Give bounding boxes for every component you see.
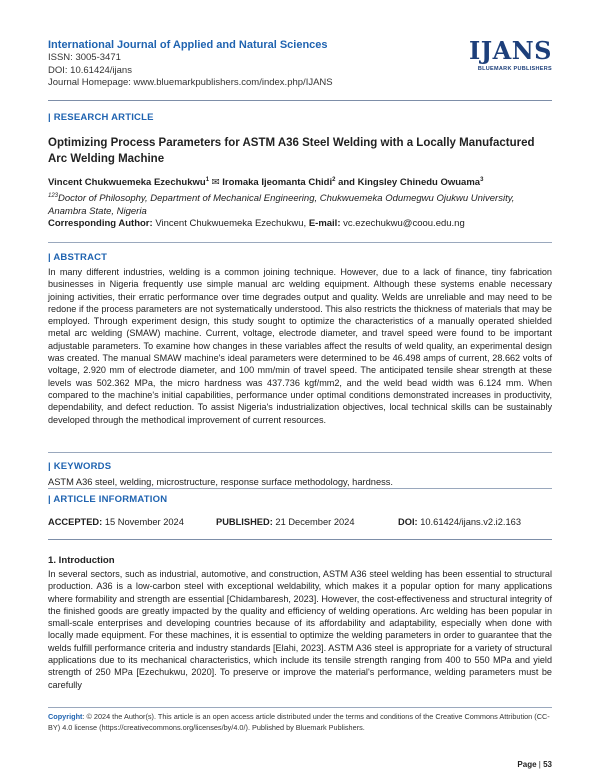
published-value: 21 December 2024 <box>275 517 355 527</box>
author-sup: 2 <box>332 177 336 183</box>
copyright-label: Copyright <box>48 712 83 721</box>
author-name: Iromaka Ijeomanta Chidi <box>222 177 333 189</box>
copyright-notice <box>48 712 552 733</box>
journal-logo <box>462 38 552 72</box>
page-value: 53 <box>543 760 552 769</box>
journal-name[interactable]: International Journal of Applied and Natural Sciences <box>48 39 328 51</box>
accepted-value: 15 November 2024 <box>104 517 184 527</box>
page-sep: | <box>538 760 541 769</box>
abstract-heading: | ABSTRACT <box>48 252 108 263</box>
corresponding-author <box>48 218 552 231</box>
accepted-date <box>48 516 184 529</box>
journal-homepage[interactable]: Journal Homepage: www.bluemarkpublishers.com/index.php/IJANS <box>48 77 333 88</box>
abstract-text: In many different industries, welding is a common joining technique. However, due to a lack of finance, tiny fabrication businesses in Nigeria frequently use simple manual arc welding equipment. Although these systems enable necessary joining activities, their erratic performance over time degrades output and quality. Welds are unreliable and may need to be redone if the process parameters are not systematically understood. This also restricts the thickness of materials that may be employed. Through experiment design, this study sought to optimize the characteristics of a manually operated shielded metal arc welding (SMAW) machine. Current, voltage, electrode diameter, and travel speed were found to be important adjustable parameters. To examine how changes in these variables affect the results of weld quality, an experimental design was created. The manual SMAW machine's ideal parameters were determined to be 46.498 amps of current, 28.662 volts of voltage, 2.920 mm of electrode diameter, and 100 mm/min of travel speed. The anticipated tensile shear strength at these levels was 502.362 MPa, the micro hardness was 437.736 kgf/mm2, and the weld bead width was 6.124 mm. When compared to the machine's initial capabilities, performance under optimal conditions demonstrated increases in productivity, dependability, and defect reduction. To assist Nigeria's industrialization objectives, local technical skills can be sustainably developed through the methodical improvement of current resources. <box>48 267 552 425</box>
published-label: PUBLISHED: <box>216 517 273 527</box>
copyright-text: : © 2024 the Author(s). This article is an open access article distributed under the terms and conditions of the Creative Commons Attribution (CC-BY) 4.0 license (https://creativecommons.org/licenses/by/4.0/). Published by Bluemark Publishers. <box>48 712 550 732</box>
journal-doi: DOI: 10.61424/ijans <box>48 64 132 76</box>
introduction-text: In several sectors, such as industrial, automotive, and construction, ASTM A36 steel welding has been essential to structural production. A36 is a low-carbon steel with exceptional weldability, which makes it a popular option for many applications where formability and strength are essential [Chidambaresh, 2023]. However, the cost-effectiveness and structural integrity of the finished goods are greatly impacted by the quality and efficiency of welding operations. Arc welding has been popular in small-scale enterprises and developing countries because of its affordability and adaptability, especially when done with locally made equipment. For these machines, it is essential to optimize the welding parameters in order to guarantee that the welds fulfill performance criteria and industry standards [Elahi, 2023]. ASTM A36 steel is appropriate for a variety of structural applications due to its mechanical characteristics, which include its tensile strength ranging from 400 to 550 MPa and yield strength of 250 MPa [Ezechukwu, 2020]. To preserve or improve the material's performance, welding parameters must be carefully <box>48 569 552 690</box>
corresponding-name: Vincent Chukwuemeka Ezechukwu, <box>155 218 307 229</box>
page-number <box>517 760 552 769</box>
corresponding-label: Corresponding Author: <box>48 218 153 229</box>
keywords-divider <box>48 452 552 453</box>
introduction-heading: 1. Introduction <box>48 555 115 566</box>
article-info-heading: | ARTICLE INFORMATION <box>48 494 168 505</box>
article-type: | RESEARCH ARTICLE <box>48 112 154 123</box>
accepted-label: ACCEPTED: <box>48 517 103 527</box>
header-divider <box>48 100 552 101</box>
body-divider <box>48 539 552 540</box>
page-label: Page <box>517 760 537 769</box>
footer-divider <box>48 707 552 708</box>
author-name: Vincent Chukwuemeka Ezechukwu <box>48 177 206 189</box>
published-date <box>216 516 355 529</box>
logo-wordmark: IJANS <box>469 36 552 65</box>
journal-issn: ISSN: 3005-3471 <box>48 52 121 63</box>
author-name: Kingsley Chinedu Owuama <box>357 177 481 189</box>
affiliation-text: Doctor of Philosophy, Department of Mechanical Engineering, Chukwuemeka Odumegwu Ojukwu University, Anambra State, Nigeria <box>48 193 515 218</box>
info-divider <box>48 488 552 489</box>
author-sup: 1 <box>205 177 210 183</box>
logo-publisher: BLUEMARK PUBLISHERS <box>477 66 552 72</box>
author-and: and <box>338 177 355 189</box>
affiliation-sup: 123 <box>48 193 59 199</box>
author-list <box>48 174 552 190</box>
abstract-divider <box>48 242 552 243</box>
corresponding-email[interactable]: vc.ezechukwu@coou.edu.ng <box>343 218 465 229</box>
email-label: E-mail: <box>308 218 341 229</box>
article-doi <box>398 516 521 529</box>
journal-header <box>48 38 448 90</box>
keywords-text: ASTM A36 steel, welding, microstructure, response surface methodology, hardness. <box>48 477 394 487</box>
author-sup: 3 <box>480 177 484 183</box>
doi-label: DOI: <box>398 517 418 527</box>
keywords-heading: | KEYWORDS <box>48 461 112 472</box>
article-title: Optimizing Process Parameters for ASTM A36 Steel Welding with a Locally Manufactured Arc Welding Machine <box>48 137 535 165</box>
doi-value[interactable]: 10.61424/ijans.v2.i2.163 <box>420 517 522 527</box>
affiliation <box>48 190 552 218</box>
mail-icon[interactable]: ✉ <box>211 177 220 189</box>
